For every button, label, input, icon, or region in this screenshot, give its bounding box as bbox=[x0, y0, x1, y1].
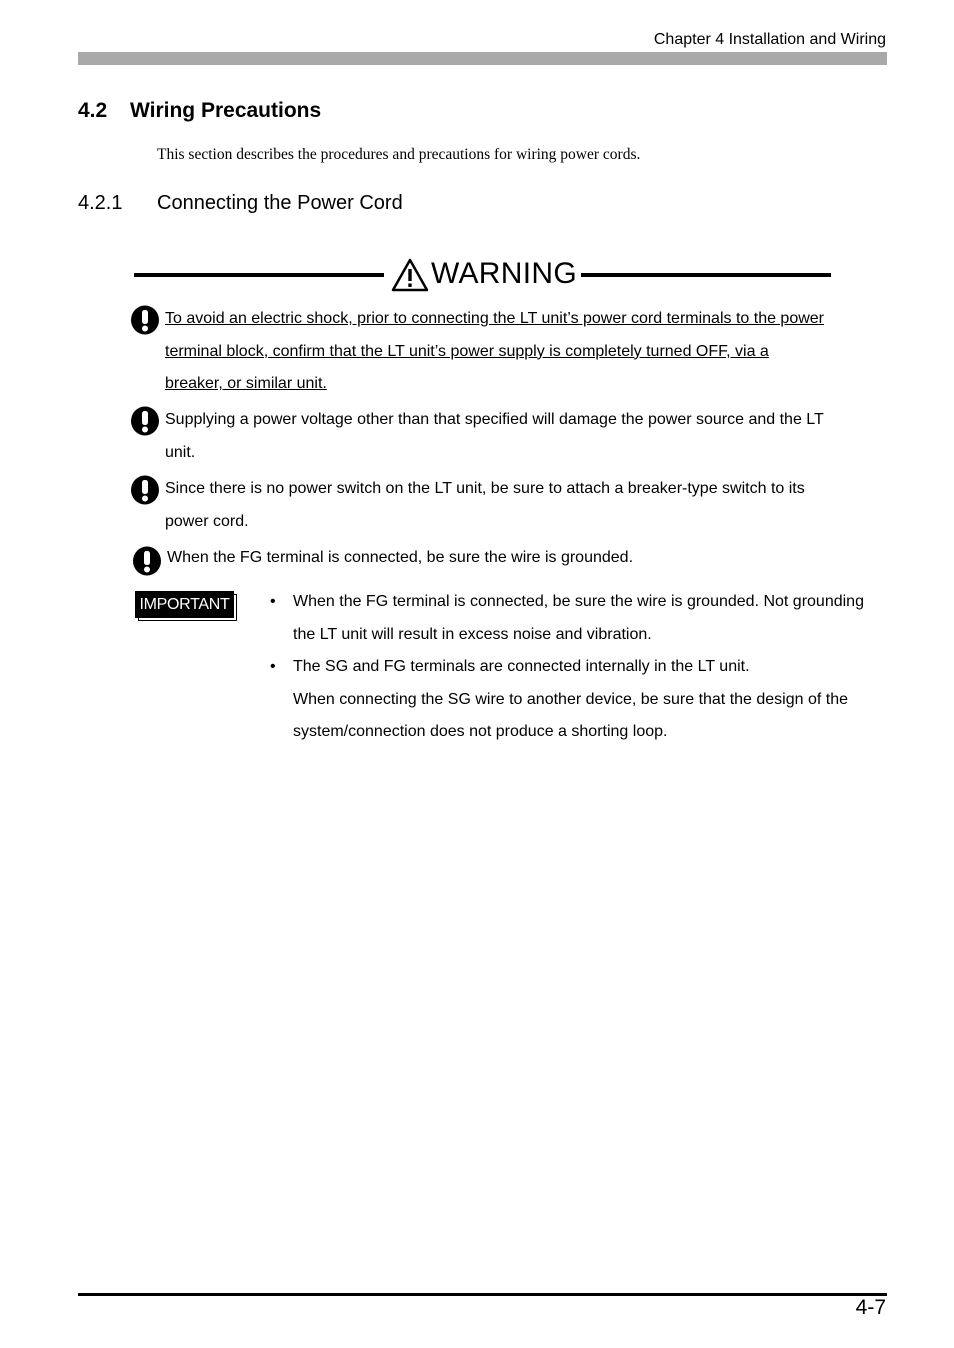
warning-label: WARNING bbox=[431, 257, 577, 290]
warning-rule-right bbox=[581, 273, 831, 277]
section-heading bbox=[78, 99, 321, 123]
caution-exclamation-icon bbox=[131, 475, 159, 505]
important-item-continuation: When connecting the SG wire to another device, be sure that the design of the system/connection does not produce a shorting loop. bbox=[293, 690, 849, 740]
important-item bbox=[270, 651, 890, 749]
bullet: • bbox=[270, 658, 276, 675]
section-title: Wiring Precautions bbox=[130, 99, 322, 122]
warning-item-text: Since there is no power switch on the LT unit, be sure to attach a breaker-type switch to its power cord. bbox=[165, 480, 805, 530]
bullet: • bbox=[270, 593, 276, 610]
warning-item-text: Supplying a power voltage other than that specified will damage the power source and the LT unit. bbox=[165, 411, 824, 461]
warning-item bbox=[131, 404, 831, 469]
warning-item bbox=[131, 303, 831, 401]
important-list bbox=[270, 586, 890, 749]
important-badge bbox=[135, 591, 237, 621]
warning-item-text: To avoid an electric shock, prior to connecting the LT unit’s power cord terminals to the power terminal block, confirm that the LT unit’s power supply is completely turned OFF, via a breaker, or similar unit. bbox=[165, 310, 825, 392]
caution-exclamation-icon bbox=[131, 406, 159, 436]
subsection-number: 4.2.1 bbox=[78, 192, 123, 214]
section-number: 4.2 bbox=[78, 99, 108, 122]
important-item-text: When the FG terminal is connected, be sure the wire is grounded. Not grounding the LT unit will result in excess noise and vibration. bbox=[293, 593, 864, 643]
page-number: 4-7 bbox=[855, 1296, 886, 1319]
chapter-header: Chapter 4 Installation and Wiring bbox=[653, 31, 886, 48]
subsection-title: Connecting the Power Cord bbox=[157, 192, 403, 214]
footer-rule bbox=[78, 1293, 887, 1296]
caution-exclamation-icon bbox=[131, 305, 159, 335]
section-intro: This section describes the procedures and precautions for wiring power cords. bbox=[157, 146, 641, 163]
warning-item bbox=[131, 542, 831, 575]
warning-rule-left bbox=[134, 273, 384, 277]
important-label: IMPORTANT bbox=[135, 591, 234, 618]
warning-item-text: When the FG terminal is connected, be sure the wire is grounded. bbox=[167, 549, 634, 566]
important-item bbox=[270, 586, 890, 651]
caution-exclamation-icon bbox=[133, 546, 161, 576]
important-item-text: The SG and FG terminals are connected internally in the LT unit. bbox=[293, 658, 750, 675]
warning-banner bbox=[134, 255, 831, 297]
warning-triangle-icon bbox=[391, 258, 429, 292]
subsection-heading bbox=[78, 192, 403, 215]
header-bar bbox=[78, 52, 887, 65]
warning-item bbox=[131, 473, 831, 538]
